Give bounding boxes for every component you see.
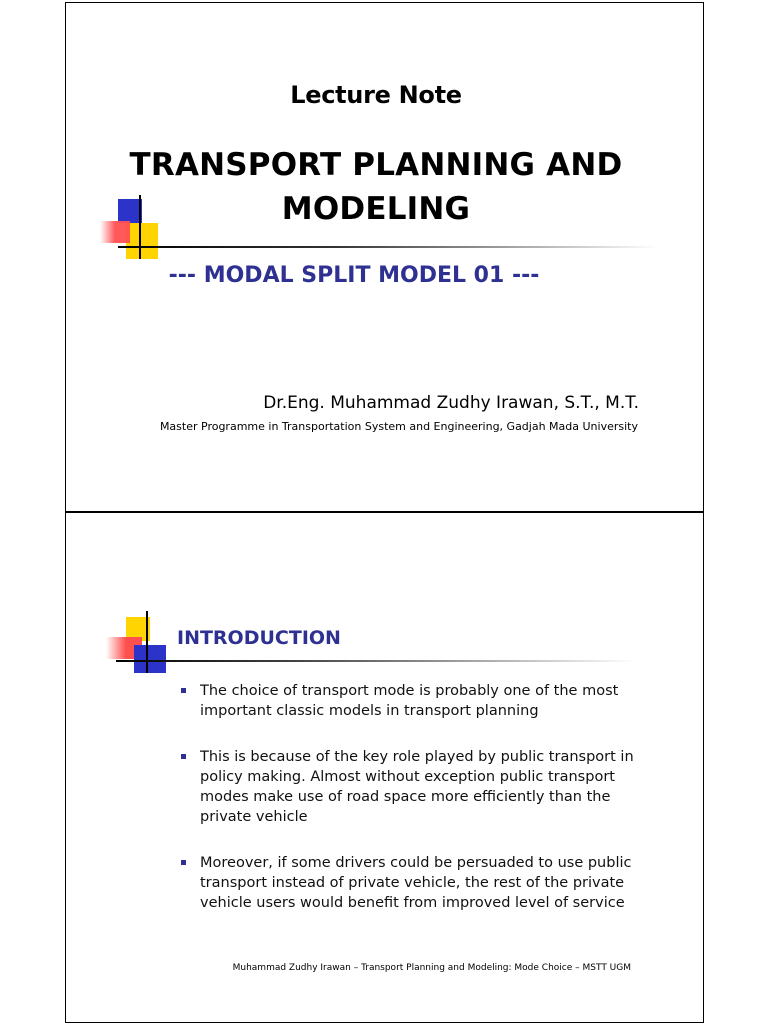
list-item-text: Moreover, if some drivers could be persuaded to use public transport instead of private vehicle, the rest of the private vehicle users would benefit from improved level of service bbox=[200, 855, 632, 911]
title-line-1: TRANSPORT PLANNING AND bbox=[129, 147, 623, 183]
ornament-horizontal-line bbox=[116, 660, 636, 662]
author-affiliation: Master Programme in Transportation System and Engineering, Gadjah Mada University bbox=[159, 420, 638, 433]
ornament-blue-square bbox=[134, 645, 166, 673]
ornament-vertical-line bbox=[146, 611, 148, 673]
list-item-text: The choice of transport mode is probably one of the most important classic models in transport planning bbox=[200, 683, 619, 719]
bullet-list bbox=[179, 681, 649, 939]
slide-subtitle: --- MODAL SPLIT MODEL 01 --- bbox=[168, 263, 540, 288]
ornament-yellow-square bbox=[126, 223, 158, 259]
section-heading: INTRODUCTION bbox=[177, 627, 341, 649]
title-line-2: MODELING bbox=[281, 191, 471, 227]
title-slide bbox=[65, 2, 704, 512]
bullet-square-icon bbox=[181, 688, 186, 693]
ornament-vertical-line bbox=[139, 195, 141, 259]
bullet-square-icon bbox=[181, 860, 186, 865]
lecture-note-label: Lecture Note bbox=[290, 81, 462, 109]
bullet-square-icon bbox=[181, 754, 186, 759]
slide-footer: Muhammad Zudhy Irawan – Transport Planning and Modeling: Mode Choice – MSTT UGM bbox=[232, 963, 631, 973]
list-item bbox=[179, 681, 649, 721]
ornament-red-square bbox=[100, 221, 130, 243]
list-item bbox=[179, 853, 649, 913]
introduction-slide bbox=[65, 512, 704, 1023]
author-name: Dr.Eng. Muhammad Zudhy Irawan, S.T., M.T. bbox=[263, 393, 639, 413]
list-item bbox=[179, 747, 649, 827]
ornament-horizontal-line bbox=[118, 246, 658, 248]
list-item-text: This is because of the key role played by public transport in policy making. Almost without exception public transport modes make use of road space more efficiently than the private vehicle bbox=[200, 749, 634, 825]
slide-ornament-logo bbox=[96, 195, 656, 265]
